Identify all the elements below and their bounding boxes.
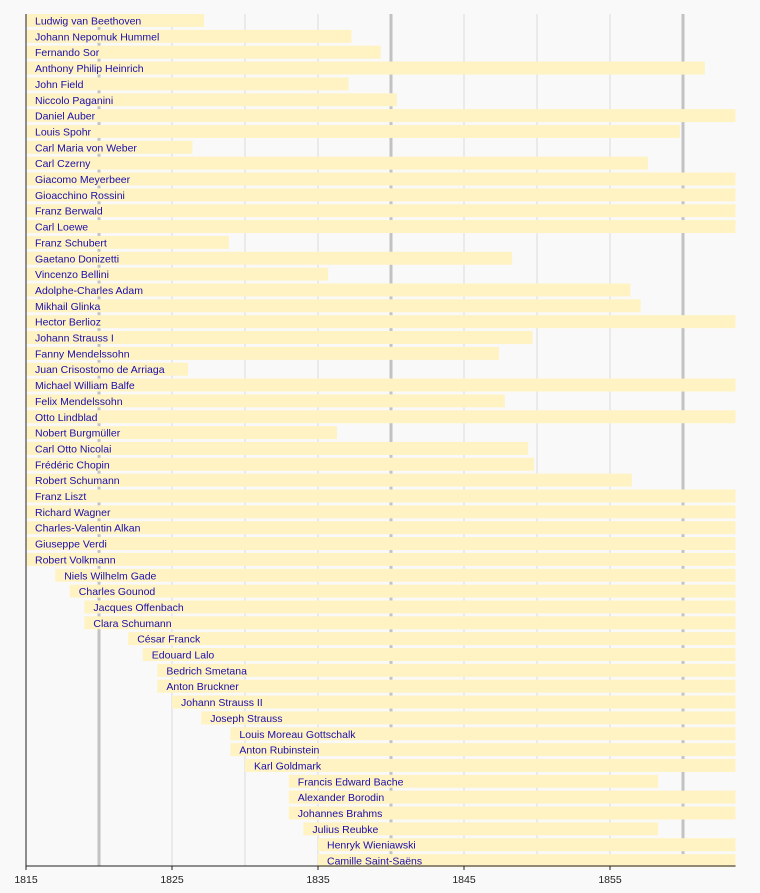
composer-name-23[interactable]: Juan Crisostomo de Arriaga: [35, 364, 165, 377]
composer-name-37[interactable]: Charles Gounod: [78, 586, 156, 599]
composer-name-54[interactable]: Camille Saint-Saëns: [327, 855, 423, 868]
composer-name-52[interactable]: Julius Reubke: [312, 823, 379, 836]
bar-8: [26, 125, 680, 138]
bar-37: [70, 585, 736, 598]
bar-20: [26, 315, 736, 328]
composer-name-22[interactable]: Fanny Mendelssohn: [35, 348, 130, 361]
composer-name-7[interactable]: Daniel Auber: [35, 110, 96, 123]
x-tick-label-1845: 1845: [452, 874, 476, 886]
composer-name-3[interactable]: Fernando Sor: [35, 47, 100, 60]
composer-name-9[interactable]: Carl Maria von Weber: [35, 142, 137, 155]
bar-10: [26, 157, 648, 170]
composer-name-28[interactable]: Carl Otto Nicolai: [35, 443, 112, 456]
composer-name-26[interactable]: Otto Lindblad: [35, 411, 98, 424]
bar-41: [143, 648, 736, 661]
composer-name-32[interactable]: Richard Wagner: [35, 506, 111, 519]
composer-name-15[interactable]: Franz Schubert: [35, 237, 107, 250]
composer-name-36[interactable]: Niels Wilhelm Gade: [64, 570, 157, 583]
bar-34: [26, 537, 736, 550]
composer-name-31[interactable]: Franz Liszt: [35, 491, 87, 503]
composer-name-2[interactable]: Johann Nepomuk Hummel: [35, 31, 160, 44]
x-tick-label-1855: 1855: [598, 874, 622, 886]
composer-name-34[interactable]: Giuseppe Verdi: [35, 538, 107, 551]
composer-name-35[interactable]: Robert Volkmann: [35, 554, 116, 567]
composer-name-18[interactable]: Adolphe-Charles Adam: [35, 284, 143, 297]
bar-7: [26, 109, 736, 122]
composer-name-12[interactable]: Gioacchino Rossini: [35, 189, 125, 202]
composer-name-14[interactable]: Carl Loewe: [35, 221, 89, 234]
bar-35: [26, 553, 736, 566]
composer-name-17[interactable]: Vincenzo Bellini: [35, 269, 109, 282]
composer-name-24[interactable]: Michael William Balfe: [35, 380, 135, 393]
bar-14: [26, 220, 736, 233]
composer-name-30[interactable]: Robert Schumann: [35, 475, 120, 488]
composer-name-10[interactable]: Carl Czerny: [35, 158, 91, 171]
composer-name-27[interactable]: Nobert Burgmüller: [35, 427, 121, 440]
composer-name-42[interactable]: Bedrich Smetana: [166, 665, 247, 678]
composer-name-50[interactable]: Alexander Borodin: [297, 792, 385, 805]
composer-name-25[interactable]: Felix Mendelssohn: [35, 395, 123, 408]
composer-name-38[interactable]: Jacques Offenbach: [93, 601, 184, 614]
bar-26: [26, 410, 736, 423]
composer-name-45[interactable]: Joseph Strauss: [210, 712, 283, 725]
composer-name-1[interactable]: Ludwig van Beethoven: [35, 15, 142, 28]
bar-43: [157, 680, 735, 693]
composer-name-19[interactable]: Mikhail Glinka: [35, 300, 101, 313]
composer-name-11[interactable]: Giacomo Meyerbeer: [35, 174, 131, 186]
composer-name-13[interactable]: Franz Berwald: [35, 205, 103, 218]
composer-name-21[interactable]: Johann Strauss I: [35, 332, 114, 345]
composer-name-39[interactable]: Clara Schumann: [93, 617, 172, 630]
composer-name-33[interactable]: Charles-Valentin Alkan: [35, 522, 141, 535]
composer-name-43[interactable]: Anton Bruckner: [166, 681, 239, 694]
composer-name-48[interactable]: Karl Goldmark: [254, 760, 322, 773]
x-tick-label-1815: 1815: [14, 874, 38, 886]
bar-40: [128, 632, 735, 645]
composer-name-4[interactable]: Anthony Philip Heinrich: [35, 63, 144, 76]
bar-12: [26, 188, 736, 201]
bar-36: [55, 569, 735, 582]
composer-name-20[interactable]: Hector Berlioz: [35, 316, 101, 329]
composer-name-46[interactable]: Louis Moreau Gottschalk: [239, 728, 356, 741]
x-tick-label-1835: 1835: [306, 874, 330, 886]
bar-32: [26, 505, 736, 518]
bar-13: [26, 204, 736, 217]
bar-31: [26, 490, 736, 503]
composer-name-41[interactable]: Edouard Lalo: [151, 649, 215, 662]
composer-name-51[interactable]: Johannes Brahms: [297, 808, 383, 820]
composer-name-47[interactable]: Anton Rubinstein: [239, 744, 320, 757]
composer-name-5[interactable]: John Field: [35, 78, 84, 91]
composer-name-29[interactable]: Frédéric Chopin: [35, 459, 110, 472]
bar-11: [26, 173, 736, 186]
composer-name-49[interactable]: Francis Edward Bache: [297, 776, 404, 789]
bar-19: [26, 299, 641, 312]
composer-name-6[interactable]: Niccolo Paganini: [35, 94, 114, 107]
composer-name-44[interactable]: Johann Strauss II: [181, 697, 263, 710]
composer-name-16[interactable]: Gaetano Donizetti: [35, 253, 120, 266]
composer-name-40[interactable]: César Franck: [137, 633, 201, 646]
composer-name-53[interactable]: Henryk Wieniawski: [327, 839, 416, 852]
bar-39: [84, 616, 735, 629]
x-tick-label-1825: 1825: [160, 874, 184, 886]
composer-name-8[interactable]: Louis Spohr: [35, 126, 92, 139]
